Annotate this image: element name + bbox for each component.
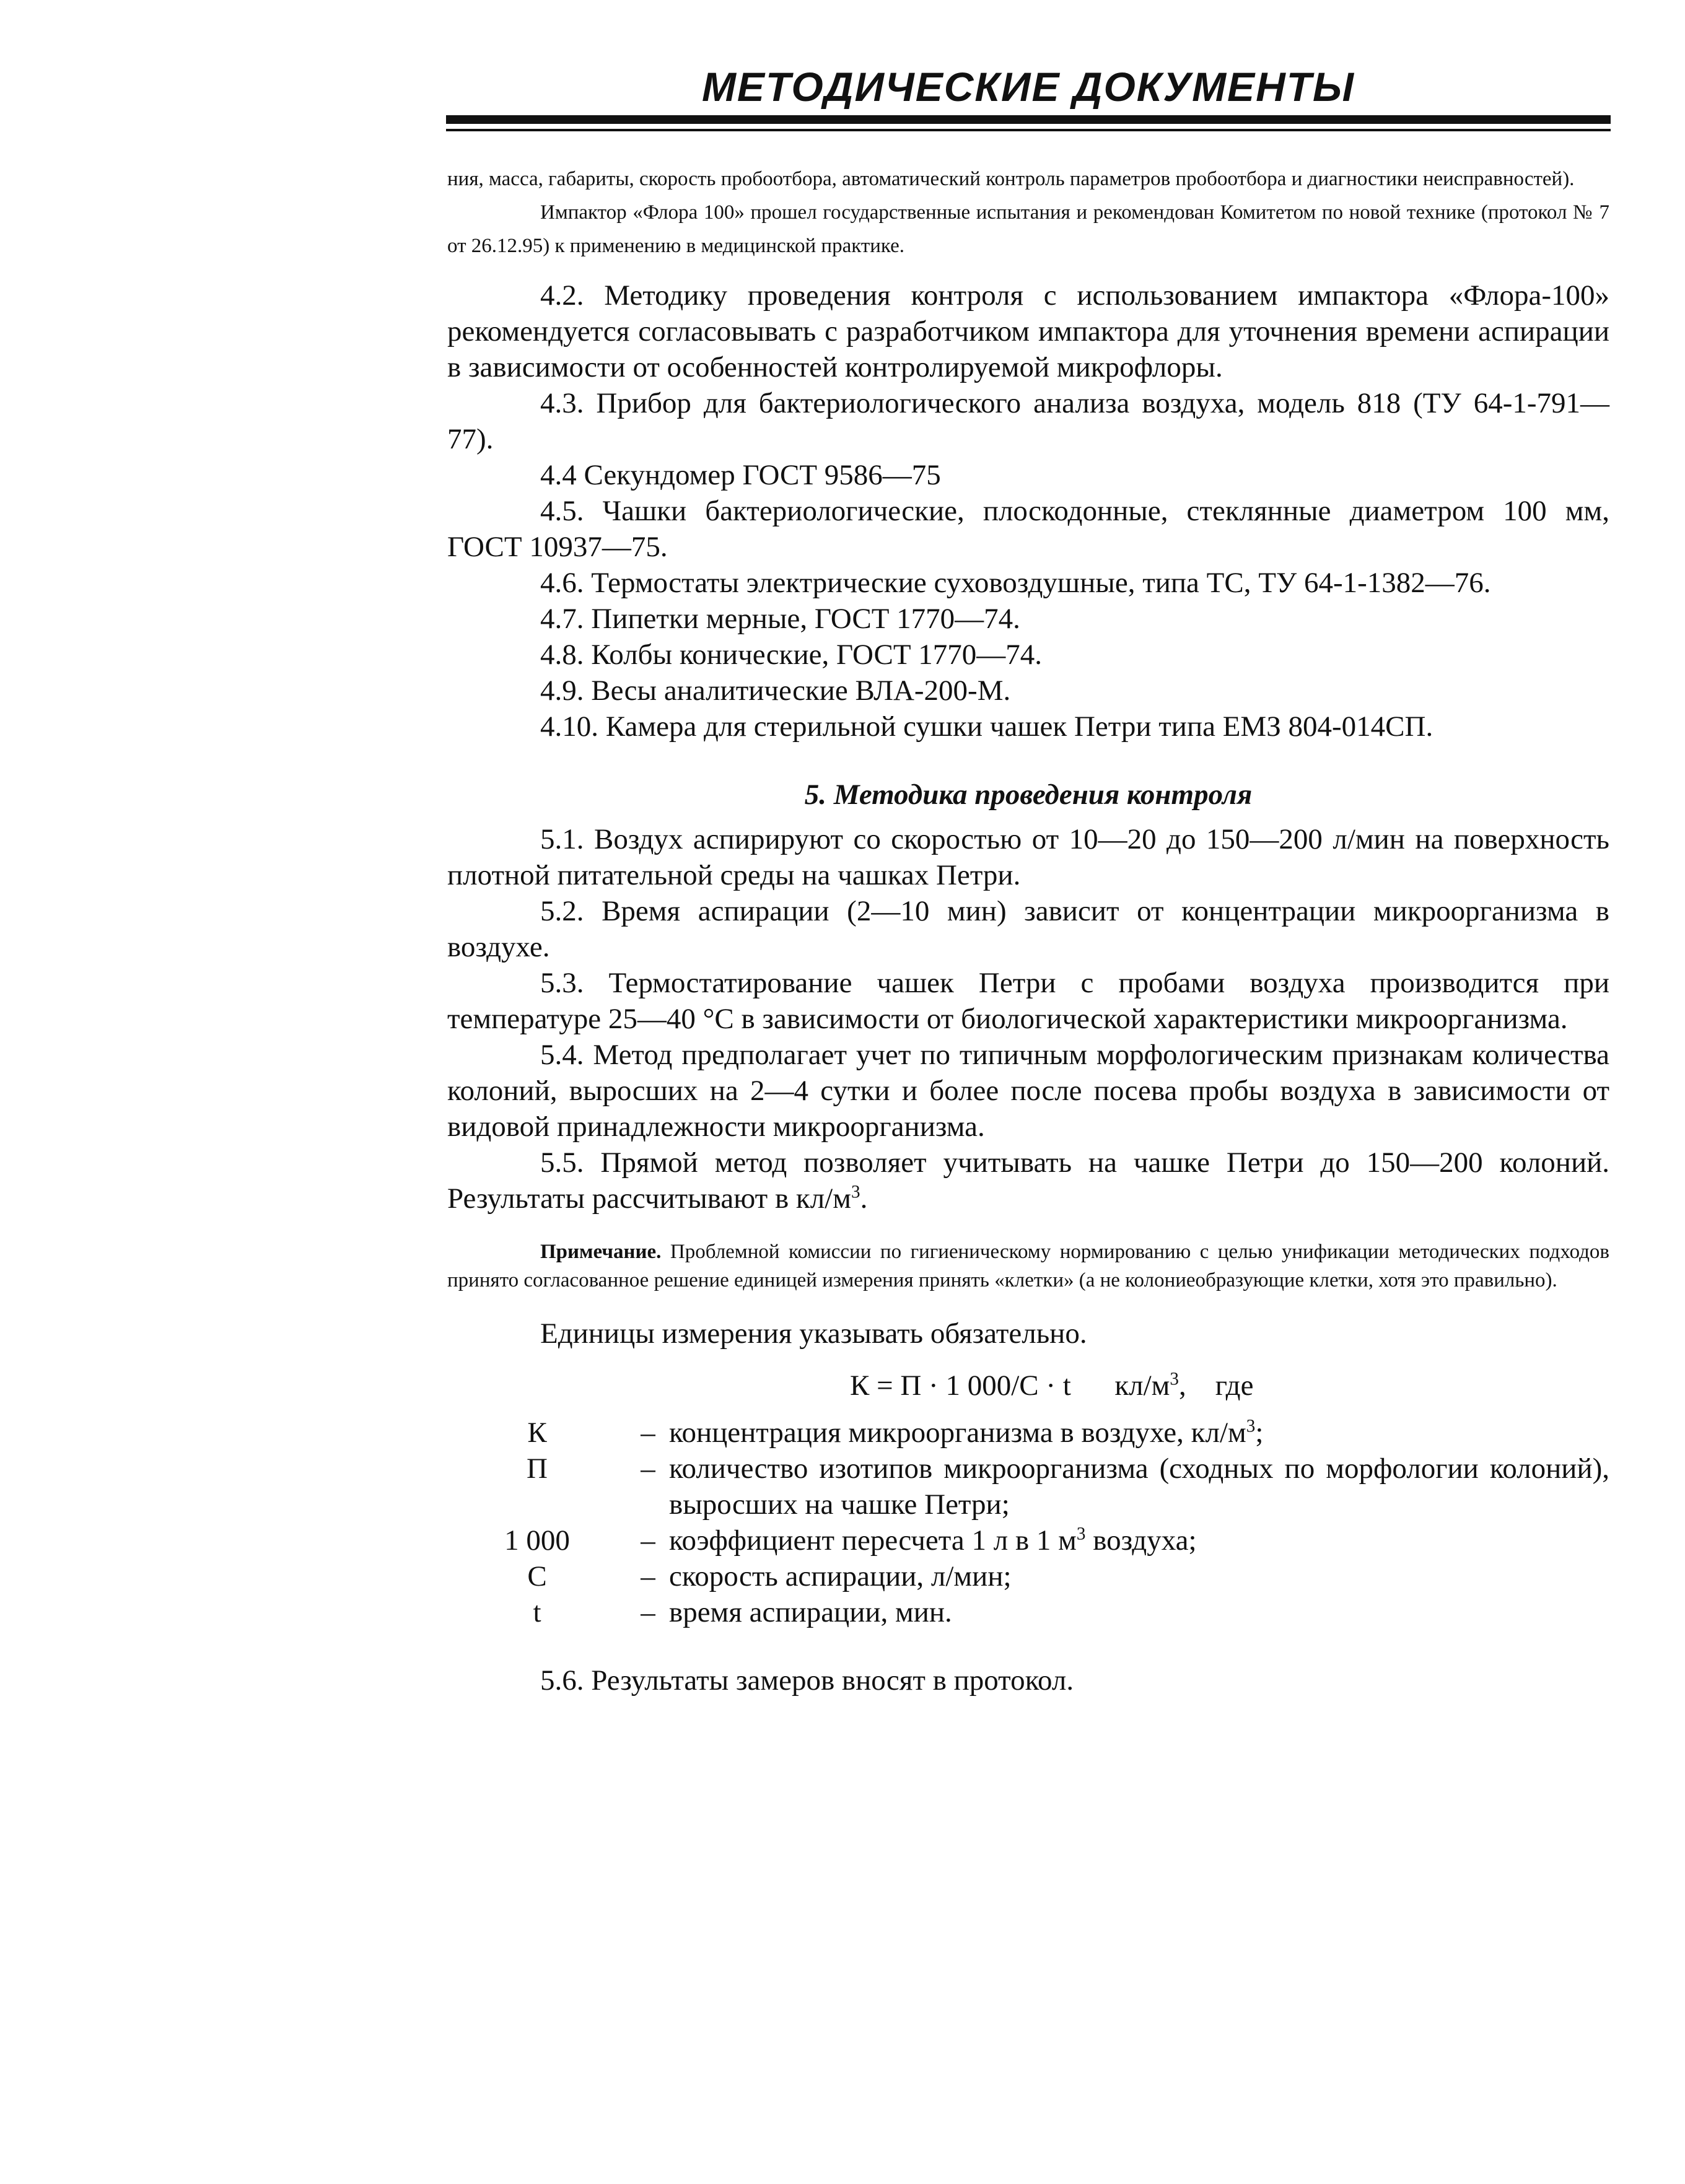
legend-dash: – [641, 1560, 655, 1592]
intro-paragraph-1: ния, масса, габариты, скорость пробоотбора, автоматический контроль параметров пробоотбора и диагностики неисправностей). [447, 168, 1575, 190]
item-5-1: 5.1. Воздух аспирируют со скоростью от 10—20 до 150—200 л/мин на поверхность плотной питательной среды на чашках Петри. [447, 823, 1609, 891]
legend-description [669, 1415, 1609, 1451]
page-header-title: МЕТОДИЧЕСКИЕ ДОКУМЕНТЫ [701, 64, 1355, 110]
item-4-3: 4.3. Прибор для бактериологического анализа воздуха, модель 818 (ТУ 64-1-791—77). [447, 387, 1609, 455]
item-4-4: 4.4 Секундомер ГОСТ 9586—75 [540, 459, 941, 491]
legend-symbol: П [527, 1452, 548, 1485]
note-paragraph [447, 1238, 1609, 1295]
legend-row-c [447, 1558, 1609, 1594]
section-5-title: 5. Методика проведения контроля [804, 779, 1253, 811]
item-5-4: 5.4. Метод предполагает учет по типичным морфологическим признакам количества колоний, выросших на 2—4 сутки и более после посева пробы воздуха в зависимости от видовой принадлежности микроорганизма. [447, 1039, 1609, 1143]
legend-desc-superscript: 3 [1246, 1416, 1256, 1436]
item-5-3: 5.3. Термостатирование чашек Петри с пробами воздуха производится при температуре 25—40 °С в зависимости от биологической характеристики микроорганизма. [447, 967, 1609, 1035]
legend-desc-tail: ; [1255, 1417, 1264, 1449]
legend-symbol: К [527, 1417, 547, 1449]
legend-row-p [447, 1451, 1609, 1522]
item-5-5-end: . [860, 1182, 868, 1215]
item-5-6: 5.6. Результаты замеров вносят в протокол. [540, 1664, 1074, 1697]
legend-symbol: 1 000 [504, 1524, 570, 1557]
item-5-5-text: 5.5. Прямой метод позволяет учитывать на чашке Петри до 150—200 колоний. Результаты рассчитывают в кл/м [447, 1147, 1609, 1215]
legend-desc-text: концентрация микроорганизма в воздухе, кл/м [669, 1417, 1246, 1449]
legend-row-k [447, 1415, 1609, 1451]
legend-description: скорость аспирации, л/мин; [669, 1560, 1012, 1592]
item-4-7: 4.7. Пипетки мерные, ГОСТ 1770—74. [540, 603, 1020, 635]
legend-description: время аспирации, мин. [669, 1596, 952, 1628]
intro-block [447, 162, 1609, 263]
note-text: Проблемной комиссии по гигиеническому нормированию с целью унификации методических подходов принято согласованное решение единицей измерения принять «клетки» (а не колониеобразующие клетки, хотя это правильно). [447, 1241, 1609, 1291]
legend-dash: – [641, 1452, 655, 1485]
units-required-line: Единицы измерения указывать обязательно. [540, 1317, 1087, 1350]
item-5-2: 5.2. Время аспирации (2—10 мин) зависит от концентрации микроорганизма в воздухе. [447, 895, 1609, 963]
legend-description [669, 1522, 1609, 1558]
note-label: Примечание. [540, 1241, 662, 1263]
formula-legend [447, 1415, 1609, 1630]
document-body [447, 162, 1609, 1698]
intro-paragraph-2: Импактор «Флора 100» прошел государственные испытания и рекомендован Комитетом по новой технике (протокол № 7 от 26.12.95) к применению в медицинской практике. [447, 201, 1609, 257]
item-4-10: 4.10. Камера для стерильной сушки чашек Петри типа ЕМЗ 804-014СП. [540, 710, 1433, 743]
legend-row-t [447, 1594, 1609, 1630]
section-5-items [447, 821, 1609, 1216]
legend-dash: – [641, 1524, 655, 1557]
legend-symbol: t [533, 1596, 541, 1628]
header-rule-thin [446, 129, 1611, 131]
item-4-8: 4.8. Колбы конические, ГОСТ 1770—74. [540, 639, 1043, 671]
item-4-9: 4.9. Весы аналитические ВЛА-200-М. [540, 675, 1011, 707]
legend-row-1000 [447, 1522, 1609, 1558]
formula-superscript: 3 [1170, 1369, 1179, 1389]
legend-symbol: С [527, 1560, 547, 1592]
formula-expression: К = П · 1 000/С · t кл/м [850, 1369, 1170, 1402]
item-4-5: 4.5. Чашки бактериологические, плоскодонные, стеклянные диаметром 100 мм, ГОСТ 10937—75. [447, 495, 1609, 563]
formula-suffix: , где [1178, 1369, 1254, 1402]
section-4-items [447, 277, 1609, 745]
item-5-5 [447, 1145, 1609, 1216]
legend-dash: – [641, 1417, 655, 1449]
header-rule-thick [446, 115, 1611, 124]
item-5-5-superscript: 3 [851, 1182, 860, 1202]
concentration-formula [447, 1368, 1609, 1404]
legend-description: количество изотипов микроорганизма (сходных по морфологии колоний), выросших на чашке Петри; [669, 1452, 1609, 1521]
item-4-6: 4.6. Термостаты электрические суховоздушные, типа ТС, ТУ 64-1-1382—76. [540, 567, 1491, 599]
legend-desc-text: коэффициент пересчета 1 л в 1 м [669, 1524, 1077, 1557]
legend-desc-superscript: 3 [1076, 1524, 1086, 1544]
legend-dash: – [641, 1596, 655, 1628]
legend-desc-tail: воздуха; [1085, 1524, 1197, 1557]
item-4-2: 4.2. Методику проведения контроля с использованием импактора «Флора-100» рекомендуется согласовывать с разработчиком импактора для уточнения времени аспирации в зависимости от особенностей контролируемой микрофлоры. [447, 279, 1609, 383]
